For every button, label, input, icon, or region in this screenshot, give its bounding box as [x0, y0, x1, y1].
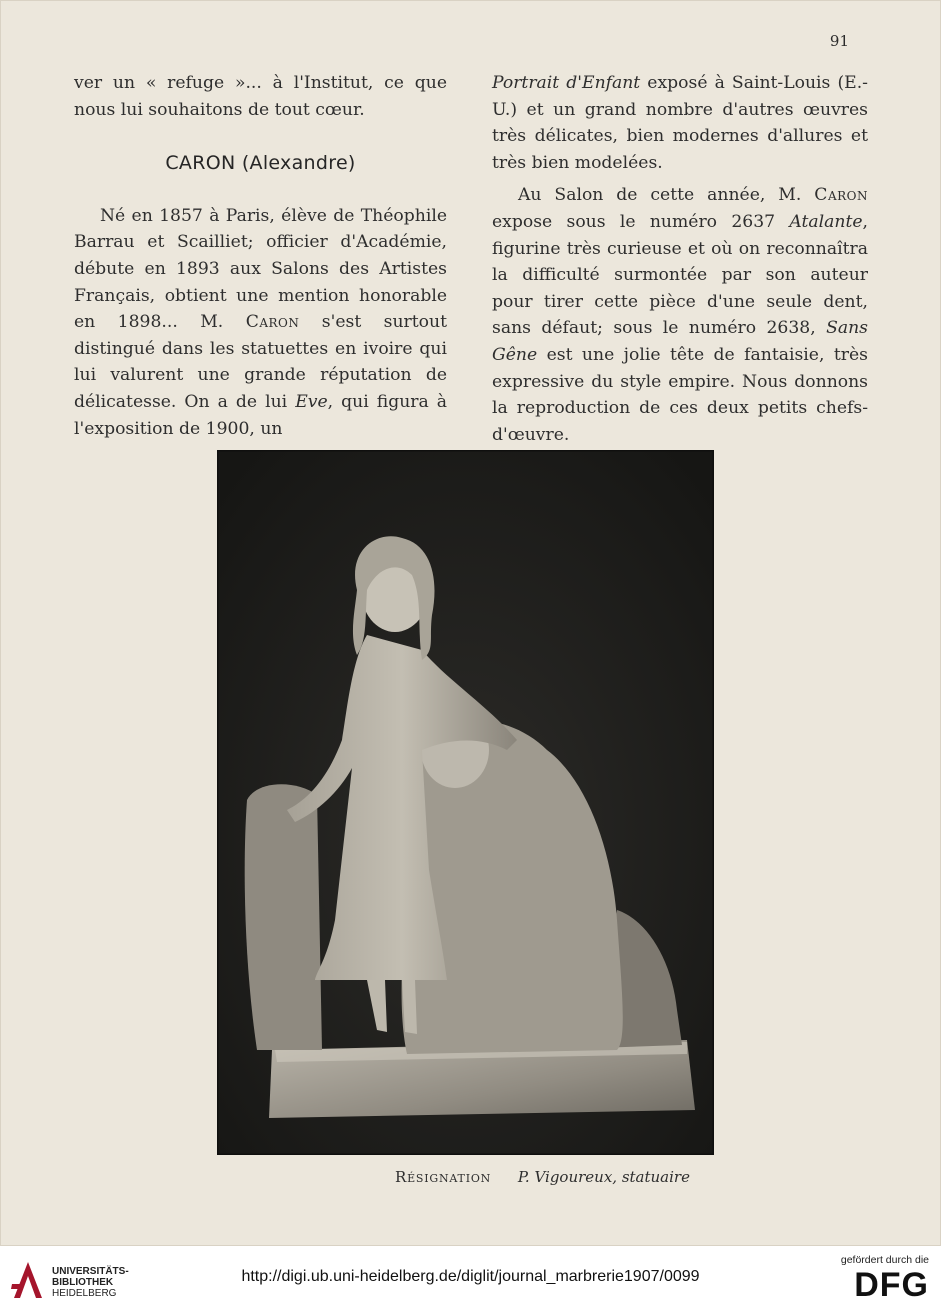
artist-name-smallcaps: Caron [245, 312, 300, 333]
bio-text-2: s'est surtout distingué dans les statuettes en ivoire qui lui valurent une grande réputation de délicatesse. On a de lui [74, 312, 447, 412]
work-title-portrait: Portrait d'Enfant [492, 73, 641, 93]
salon-text-2: expose sous le numéro 2637 [492, 211, 790, 232]
salon-paragraph [492, 182, 868, 448]
salon-text-4: est une jolie tête de fantaisie, très expressive du style empire. Nous donnons la reproduction de ces deux petits chefs-d'œuvre. [492, 344, 868, 445]
salon-text-1: Au Salon de cette année, M. [518, 185, 815, 206]
bio-text-1: Né en 1857 à Paris, élève de Théophile Barrau et Scailliet; officier d'Académie, débute en 1893 aux Salons des Artistes Français, obtient une mention honorable en 1898... M. [74, 205, 447, 333]
page-number: 91 [829, 32, 849, 50]
sculpture-illustration [217, 450, 714, 1155]
figure-caption [395, 1168, 725, 1186]
left-column [74, 70, 447, 442]
funder-credit[interactable] [819, 1254, 929, 1304]
right-first-paragraph [492, 70, 868, 176]
work-title-sans-gene: Sans Gêne [492, 318, 868, 365]
bio-text-3: , qui figura à l'exposition de 1900, un [74, 391, 448, 439]
left-intro-paragraph: ver un « refuge »... à l'Institut, ce que nous lui souhaitons de tout cœur. [74, 73, 447, 120]
caption-title: Résignation [395, 1168, 492, 1186]
dfg-logo: DFG [854, 1266, 929, 1304]
sculpture-photograph [217, 450, 714, 1155]
caption-author: P. Vigoureux, statuaire [517, 1168, 690, 1186]
digitization-footer [0, 1246, 941, 1314]
work-title-eve: Eve [295, 391, 328, 412]
permalink-url[interactable]: http://digi.ub.uni-heidelberg.de/diglit/journal_marbrerie1907/0099 [241, 1268, 700, 1285]
funded-by-label: gefördert durch die [840, 1254, 929, 1266]
salon-text-3: , figurine très curieuse et où on reconnaîtra la difficulté surmontée par son auteur pour tirer cette pièce d'une seule dent, sans défaut; sous le numéro 2638, [492, 211, 868, 339]
rock-left [245, 784, 322, 1050]
artist-heading: CARON (Alexandre) [165, 152, 356, 175]
right-text-1: exposé à Saint-Louis (E.-U.) et un grand nombre d'autres œuvres très délicates, bien modernes d'allures et très bien modelées. [492, 73, 868, 173]
artist-biography-paragraph [74, 203, 447, 442]
work-title-atalante: Atalante [789, 211, 863, 232]
library-name-line-1: UNIVERSITÄTS- [52, 1266, 129, 1277]
right-column [492, 70, 868, 448]
library-name-line-3: HEIDELBERG [52, 1288, 117, 1299]
artist-name-smallcaps-2: Caron [814, 185, 868, 206]
library-name-line-2: BIBLIOTHEK [52, 1277, 114, 1288]
